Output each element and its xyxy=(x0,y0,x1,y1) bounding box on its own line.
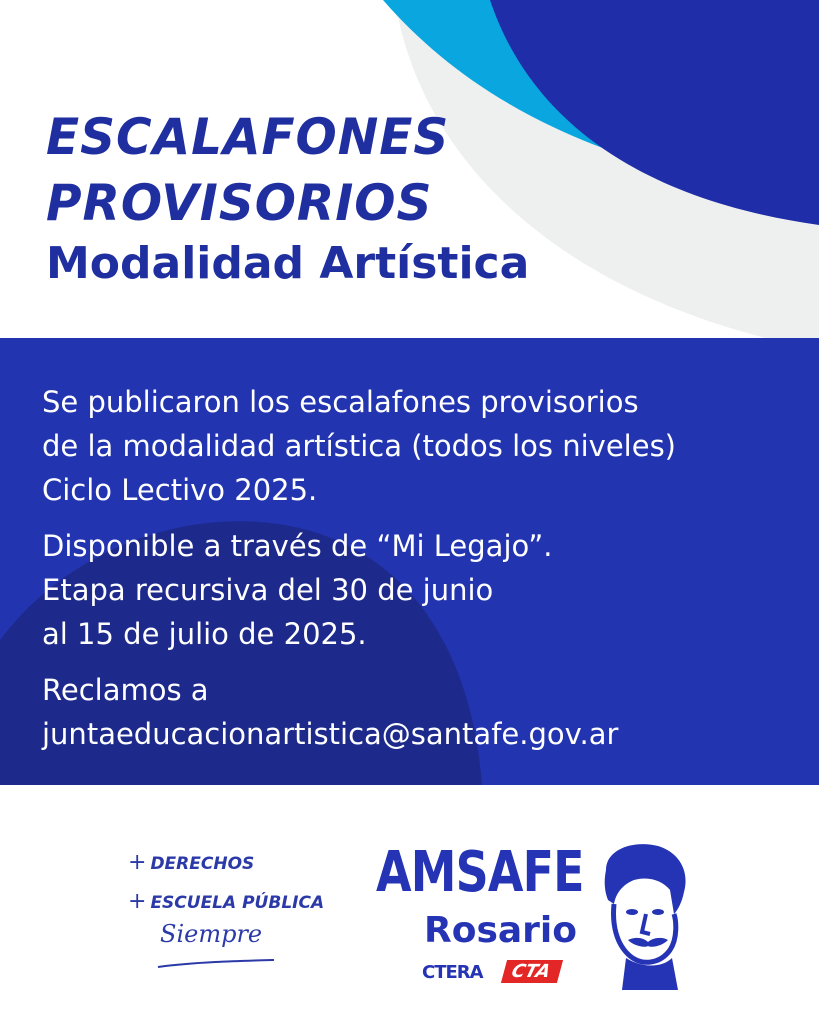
underline-swoosh-icon xyxy=(156,958,276,970)
announcement-text xyxy=(42,380,802,768)
slogan-text: DERECHOS xyxy=(150,854,255,874)
amsafe-logo xyxy=(376,840,706,990)
paragraph-claims xyxy=(42,668,802,756)
logo-brand: AMSAFE xyxy=(376,840,584,905)
text-line: Disponible a través de “Mi Legajo”. xyxy=(42,529,553,563)
text-line: de la modalidad artística (todos los niveles) xyxy=(42,429,676,463)
text-line: Reclamos a xyxy=(42,673,209,707)
text-line: al 15 de julio de 2025. xyxy=(42,617,367,651)
contact-email[interactable]: juntaeducacionartistica@santafe.gov.ar xyxy=(42,717,619,751)
text-line: Etapa recursiva del 30 de junio xyxy=(42,573,494,607)
text-line: Ciclo Lectivo 2025. xyxy=(42,473,318,507)
title-line-2: PROVISORIOS xyxy=(46,174,433,232)
logo-ctera: CTERA xyxy=(422,962,483,983)
slogan-text: ESCUELA PÚBLICA xyxy=(150,893,325,913)
logo-cta: CTA xyxy=(501,960,563,983)
slogan xyxy=(128,850,358,948)
title-line-1: ESCALAFONES xyxy=(46,108,450,166)
page-title xyxy=(46,108,530,289)
plus-icon: + xyxy=(128,850,147,875)
text-line: Se publicaron los escalafones provisorios xyxy=(42,385,639,419)
paragraph-publication xyxy=(42,380,802,512)
paragraph-availability xyxy=(42,524,802,656)
logo-city: Rosario xyxy=(424,910,577,951)
slogan-siempre: Siempre xyxy=(160,920,263,948)
slogan-escuela-publica xyxy=(128,889,358,914)
title-subtitle: Modalidad Artística xyxy=(46,238,530,289)
plus-icon: + xyxy=(128,889,147,914)
man-portrait-icon xyxy=(586,840,691,990)
slogan-derechos xyxy=(128,850,358,875)
